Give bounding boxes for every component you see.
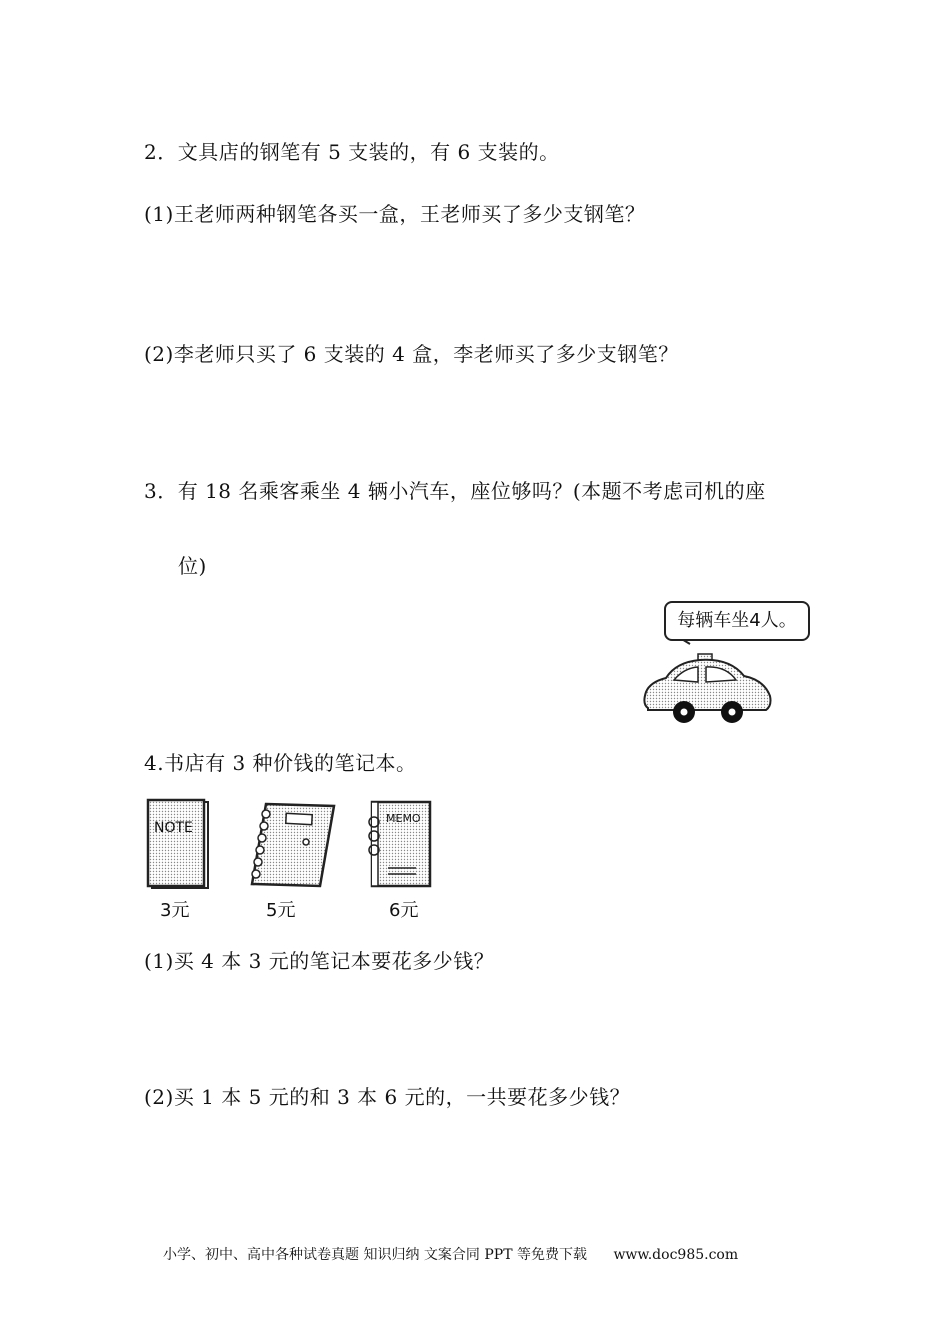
q2-part2: (2)李老师只买了 6 支装的 4 盒，李老师买了多少支钢笔？	[144, 342, 679, 366]
footer-site-link[interactable]: www.doc985.com	[613, 1247, 739, 1263]
bubble-tail	[680, 640, 690, 644]
car-illustration	[640, 640, 780, 726]
q3-stem-line2: 位)	[178, 554, 207, 578]
notebook-memo-icon	[364, 798, 436, 890]
footer	[163, 1246, 738, 1264]
notebook-note-icon	[146, 798, 210, 890]
notebook-cover-label: MEMO	[386, 812, 421, 825]
q3-stem-line1: 3．有 18 名乘客乘坐 4 辆小汽车，座位够吗？(本题不考虑司机的座	[144, 479, 766, 503]
q2-part1: (1)王老师两种钢笔各买一盒，王老师买了多少支钢笔？	[144, 202, 646, 226]
q4-part2: (2)买 1 本 5 元的和 3 本 6 元的，一共要花多少钱？	[144, 1085, 631, 1109]
price-label: 5元	[266, 900, 296, 921]
price-label: 3元	[160, 900, 190, 921]
q2-stem: 2．文具店的钢笔有 5 支装的，有 6 支装的。	[144, 140, 560, 164]
q4-part1: (1)买 4 本 3 元的笔记本要花多少钱？	[144, 949, 495, 973]
notebook-spiral-icon	[248, 798, 340, 890]
notebook-cover-label: NOTE	[154, 820, 193, 836]
price-label: 6元	[389, 900, 419, 921]
footer-text: 小学、初中、高中各种试卷真题 知识归纳 文案合同 PPT 等免费下载	[163, 1247, 587, 1263]
speech-bubble: 每辆车坐4人。	[664, 601, 810, 641]
q4-stem: 4.书店有 3 种价钱的笔记本。	[144, 751, 417, 775]
